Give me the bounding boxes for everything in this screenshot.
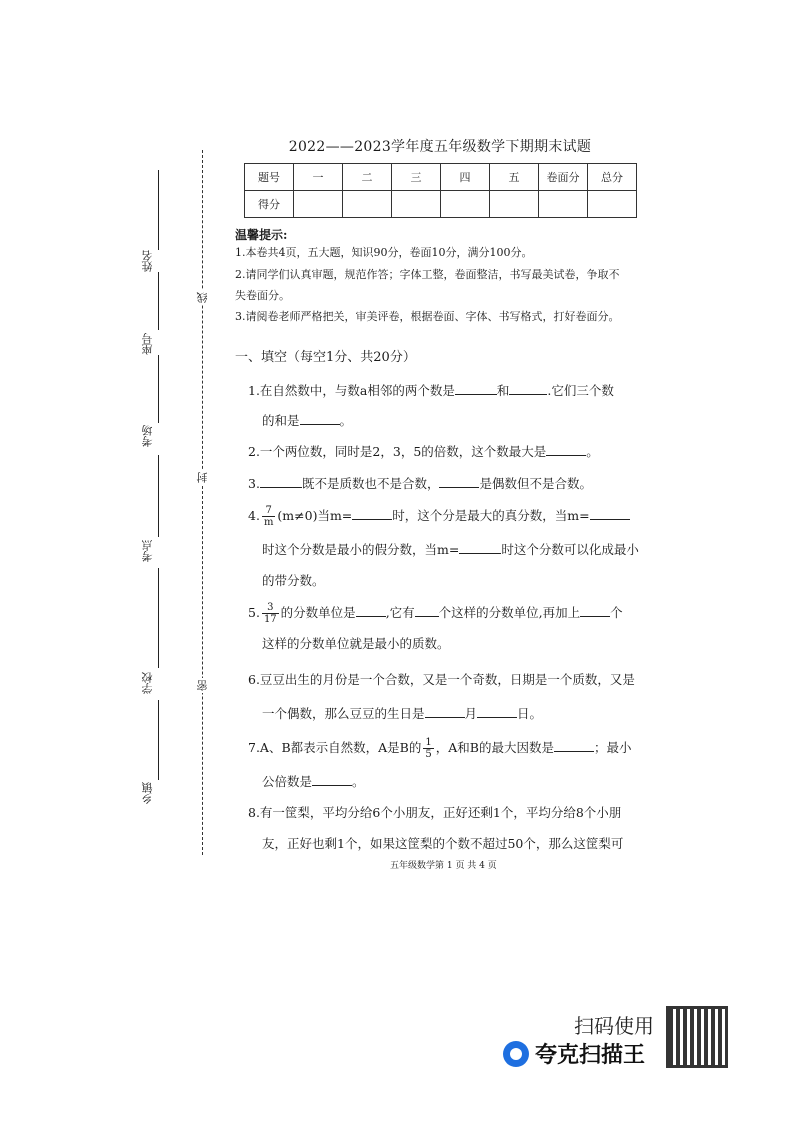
- exam-title: 2022——2023学年度五年级数学下期期末试题: [288, 139, 592, 155]
- hint-line: 失卷面分。: [235, 289, 290, 302]
- question-8-cont: 友，正好也剩1个，如果这筐梨的个数不超过50个，那么这筐梨可: [262, 836, 624, 851]
- answer-blank[interactable]: [260, 473, 302, 488]
- score-cell: 四: [441, 164, 490, 191]
- page-footer: 五年级数学第 1 页 共 4 页: [390, 861, 497, 871]
- school-label: 学校: [141, 672, 154, 694]
- score-table: [244, 163, 637, 218]
- binding-mark: 密: [196, 680, 209, 691]
- hint-line: 1.本卷共4页，五大题，知识90分，卷面10分，满分100分。: [235, 246, 533, 259]
- hint-line: 2.请同学们认真审题，规范作答；字体工整，卷面整洁，书写最美试卷，争取不: [235, 268, 620, 281]
- score-blank-cell[interactable]: [490, 191, 539, 218]
- fraction: $\frac{7}{m}$: [263, 505, 274, 528]
- answer-blank[interactable]: [590, 505, 630, 520]
- binding-mark: 封: [196, 472, 209, 483]
- answer-blank[interactable]: [300, 410, 340, 425]
- binding-mark: 线: [196, 292, 209, 303]
- score-cell: 题号: [245, 164, 294, 191]
- answer-blank[interactable]: [312, 771, 352, 786]
- school-field[interactable]: [158, 568, 159, 668]
- seat-field[interactable]: [158, 272, 159, 330]
- name-field[interactable]: [158, 170, 159, 250]
- question-6-cont: 一个偶数，那么豆豆的生日是 月 日。: [262, 703, 667, 724]
- score-blank-cell[interactable]: [392, 191, 441, 218]
- answer-blank[interactable]: [356, 602, 386, 617]
- answer-blank[interactable]: [546, 441, 586, 456]
- score-blank-cell[interactable]: [441, 191, 490, 218]
- binding-line: [202, 150, 203, 855]
- question-2: 2.一个两位数，同时是2，3，5的倍数，这个数最大是 。: [248, 441, 653, 462]
- hints-title: 温馨提示:: [235, 228, 288, 242]
- site-label: 考点: [141, 540, 154, 562]
- brand-text: 夸克扫描王: [535, 1043, 646, 1068]
- room-field[interactable]: [158, 355, 159, 423]
- answer-blank[interactable]: [425, 703, 465, 718]
- question-4: 4. $\frac{7}{m}$ (m≠0)当m= 时，这个分是最大的真分数，当m=: [248, 505, 653, 528]
- answer-blank[interactable]: [554, 737, 594, 752]
- answer-blank[interactable]: [352, 505, 392, 520]
- town-field[interactable]: [158, 700, 159, 780]
- scan-caption: 扫码使用: [574, 1014, 654, 1038]
- score-table-score-row: [245, 191, 637, 218]
- fraction: $\frac{1}{5}$: [425, 737, 432, 760]
- score-cell: 五: [490, 164, 539, 191]
- scanner-brand: [503, 1038, 645, 1069]
- score-cell: 一: [294, 164, 343, 191]
- score-blank-cell[interactable]: [588, 191, 637, 218]
- score-table-header-row: [245, 164, 637, 191]
- question-4-cont: 时这个分数是最小的假分数，当m= 时这个分数可以化成最小: [262, 539, 667, 560]
- answer-blank[interactable]: [415, 602, 439, 617]
- question-1-cont: 的和是 。: [262, 410, 667, 431]
- question-7: 7.A、B都表示自然数，A是B的 $\frac{1}{5}$ ，A和B的最大因数是 ；最小: [248, 737, 632, 760]
- score-cell: 卷面分: [539, 164, 588, 191]
- seat-label: 座号: [141, 333, 154, 355]
- score-cell: 得分: [245, 191, 294, 218]
- town-label: 乡镇: [141, 782, 154, 804]
- question-7-cont: 公倍数是 。: [262, 771, 667, 792]
- score-cell: 总分: [588, 164, 637, 191]
- score-cell: 二: [343, 164, 392, 191]
- answer-blank[interactable]: [455, 380, 497, 395]
- question-6: 6.豆豆出生的月份是一个合数，又是一个奇数，日期是一个质数，又是: [248, 672, 635, 687]
- answer-blank[interactable]: [477, 703, 517, 718]
- score-blank-cell[interactable]: [294, 191, 343, 218]
- question-4-cont: 的带分数。: [262, 573, 325, 588]
- quark-logo-icon: [503, 1041, 529, 1067]
- fraction: $\frac{3}{17}$: [263, 602, 277, 625]
- question-3: 3. 既不是质数也不是合数， 是偶数但不是合数。: [248, 473, 653, 494]
- room-label: 考场: [141, 425, 154, 447]
- score-blank-cell[interactable]: [539, 191, 588, 218]
- answer-blank[interactable]: [439, 473, 479, 488]
- answer-blank[interactable]: [580, 602, 610, 617]
- score-blank-cell[interactable]: [343, 191, 392, 218]
- question-5: 5. $\frac{3}{17}$ 的分数单位是 ,它有 个这样的分数单位,再加上 个: [248, 602, 623, 625]
- site-field[interactable]: [158, 455, 159, 537]
- qr-code-icon[interactable]: [666, 1006, 728, 1068]
- question-5-cont: 这样的分数单位就是最小的质数。: [262, 636, 450, 651]
- question-1: 1.在自然数中，与数a相邻的两个数是 和 .它们三个数: [248, 380, 653, 401]
- question-8: 8.有一筐梨，平均分给6个小朋友，正好还剩1个，平均分给8个小朋: [248, 805, 622, 820]
- section-heading: 一、填空（每空1分、共20分）: [235, 350, 416, 365]
- score-cell: 三: [392, 164, 441, 191]
- hint-line: 3.请阅卷老师严格把关，审美评卷，根据卷面、字体、书写格式，打好卷面分。: [235, 310, 620, 323]
- answer-blank[interactable]: [509, 380, 547, 395]
- name-label: 姓名: [141, 250, 154, 272]
- answer-blank[interactable]: [459, 539, 501, 554]
